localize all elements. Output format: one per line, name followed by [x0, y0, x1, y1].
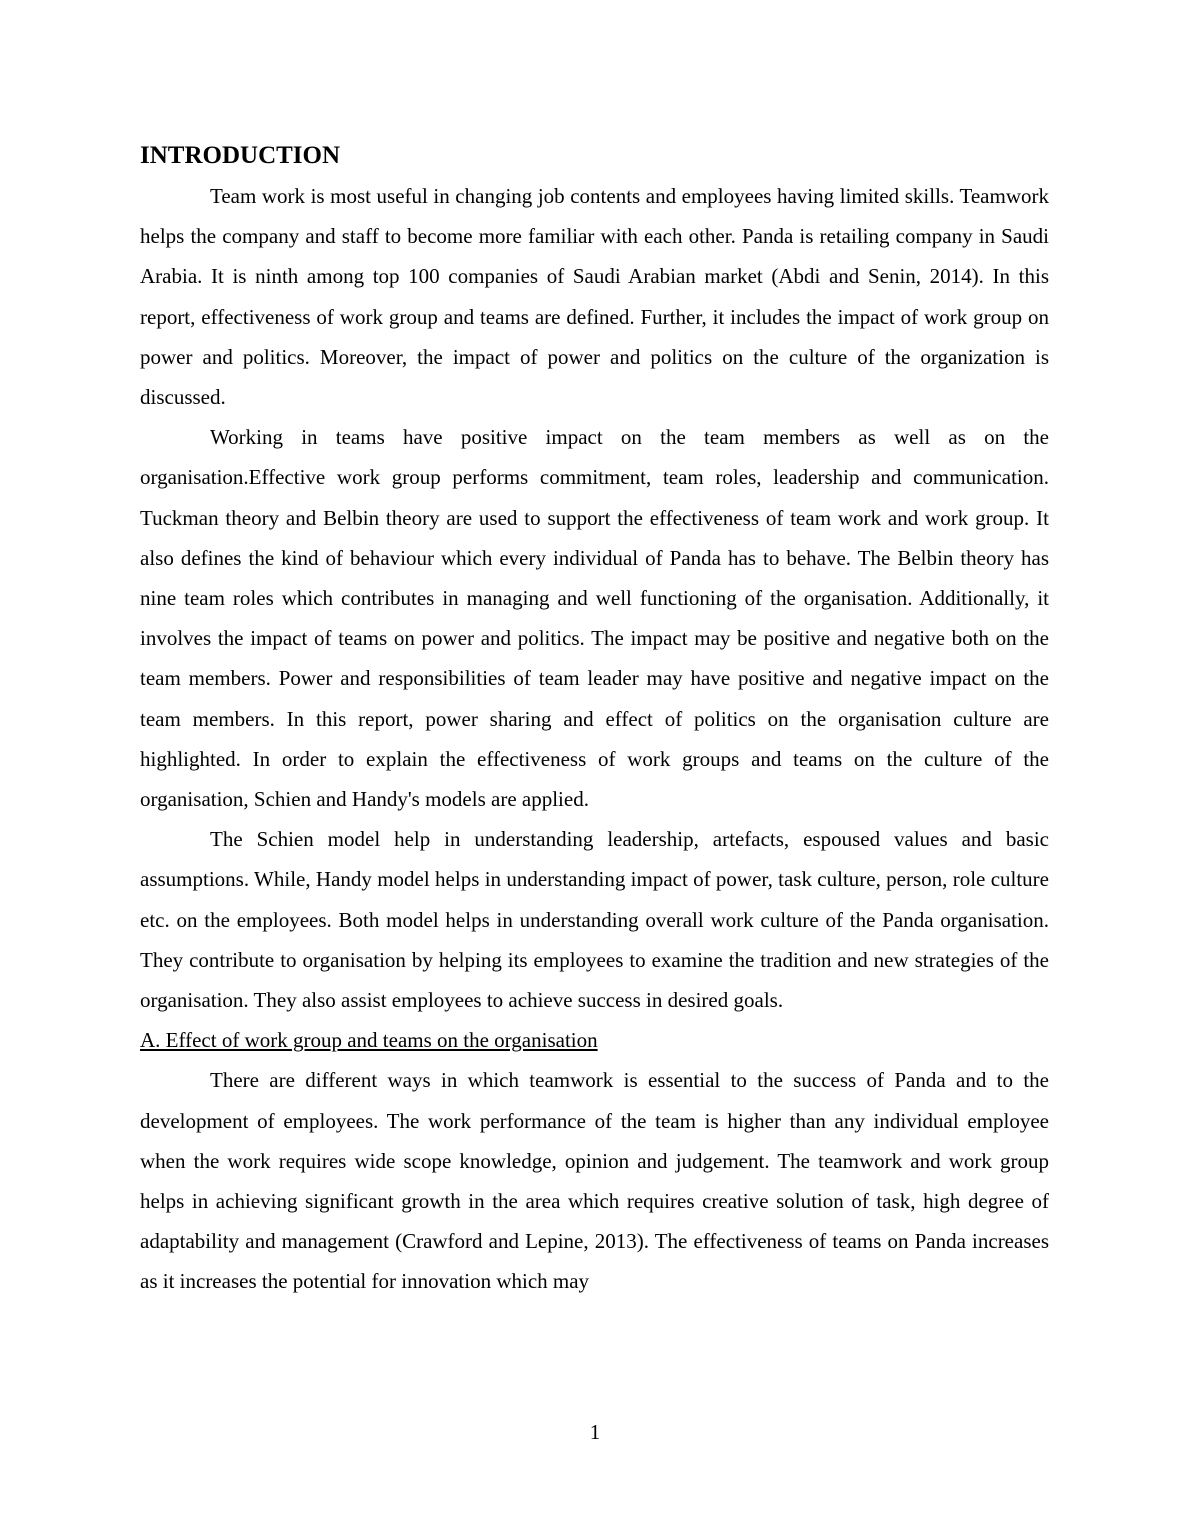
intro-paragraph-1: Team work is most useful in changing job contents and employees having limited skills. Teamwork helps the company and staff to become more familiar with each other. Panda is retailing company in Saudi Arabia. It is ninth among top 100 companies of Saudi Arabian market (Abdi and Senin, 2014). In this report, effectiveness of work group and teams are defined. Further, it includes the impact of work group on power and politics. Moreover, the impact of power and politics on the culture of the organization is discussed. — [140, 184, 1049, 410]
page-number: 1 — [589, 1420, 601, 1444]
section-heading-introduction: INTRODUCTION — [140, 142, 341, 169]
intro-paragraph-3: The Schien model help in understanding leadership, artefacts, espoused values and basic assumptions. While, Handy model helps in understanding impact of power, task culture, person, role culture etc. on the employees. Both model helps in understanding overall work culture of the Panda organisation. They contribute to organisation by helping its employees to examine the tradition and new strategies of the organisation. They also assist employees to achieve success in desired goals. — [140, 827, 1049, 1013]
section-a-heading: A. Effect of work group and teams on the organisation — [140, 1028, 598, 1053]
section-a-paragraph: There are different ways in which teamwork is essential to the success of Panda and to the development of employees. The work performance of the team is higher than any individual employee when the work requires wide scope knowledge, opinion and judgement. The teamwork and work group helps in achieving significant growth in the area which requires creative solution of task, high degree of adaptability and management (Crawford and Lepine, 2013). The effectiveness of teams on Panda increases as it increases the potential for innovation which may — [140, 1068, 1049, 1294]
intro-paragraph-2: Working in teams have positive impact on the team members as well as on the organisation.Effective work group performs commitment, team roles, leadership and communication. Tuckman theory and Belbin theory are used to support the effectiveness of team work and work group. It also defines the kind of behaviour which every individual of Panda has to behave. The Belbin theory has nine team roles which contributes in managing and well functioning of the organisation. Additionally, it involves the impact of teams on power and politics. The impact may be positive and negative both on the team members. Power and responsibilities of team leader may have positive and negative impact on the team members. In this report, power sharing and effect of politics on the organisation culture are highlighted. In order to explain the effectiveness of work groups and teams on the culture of the organisation, Schien and Handy's models are applied. — [140, 425, 1049, 812]
page-content — [140, 138, 1049, 1302]
